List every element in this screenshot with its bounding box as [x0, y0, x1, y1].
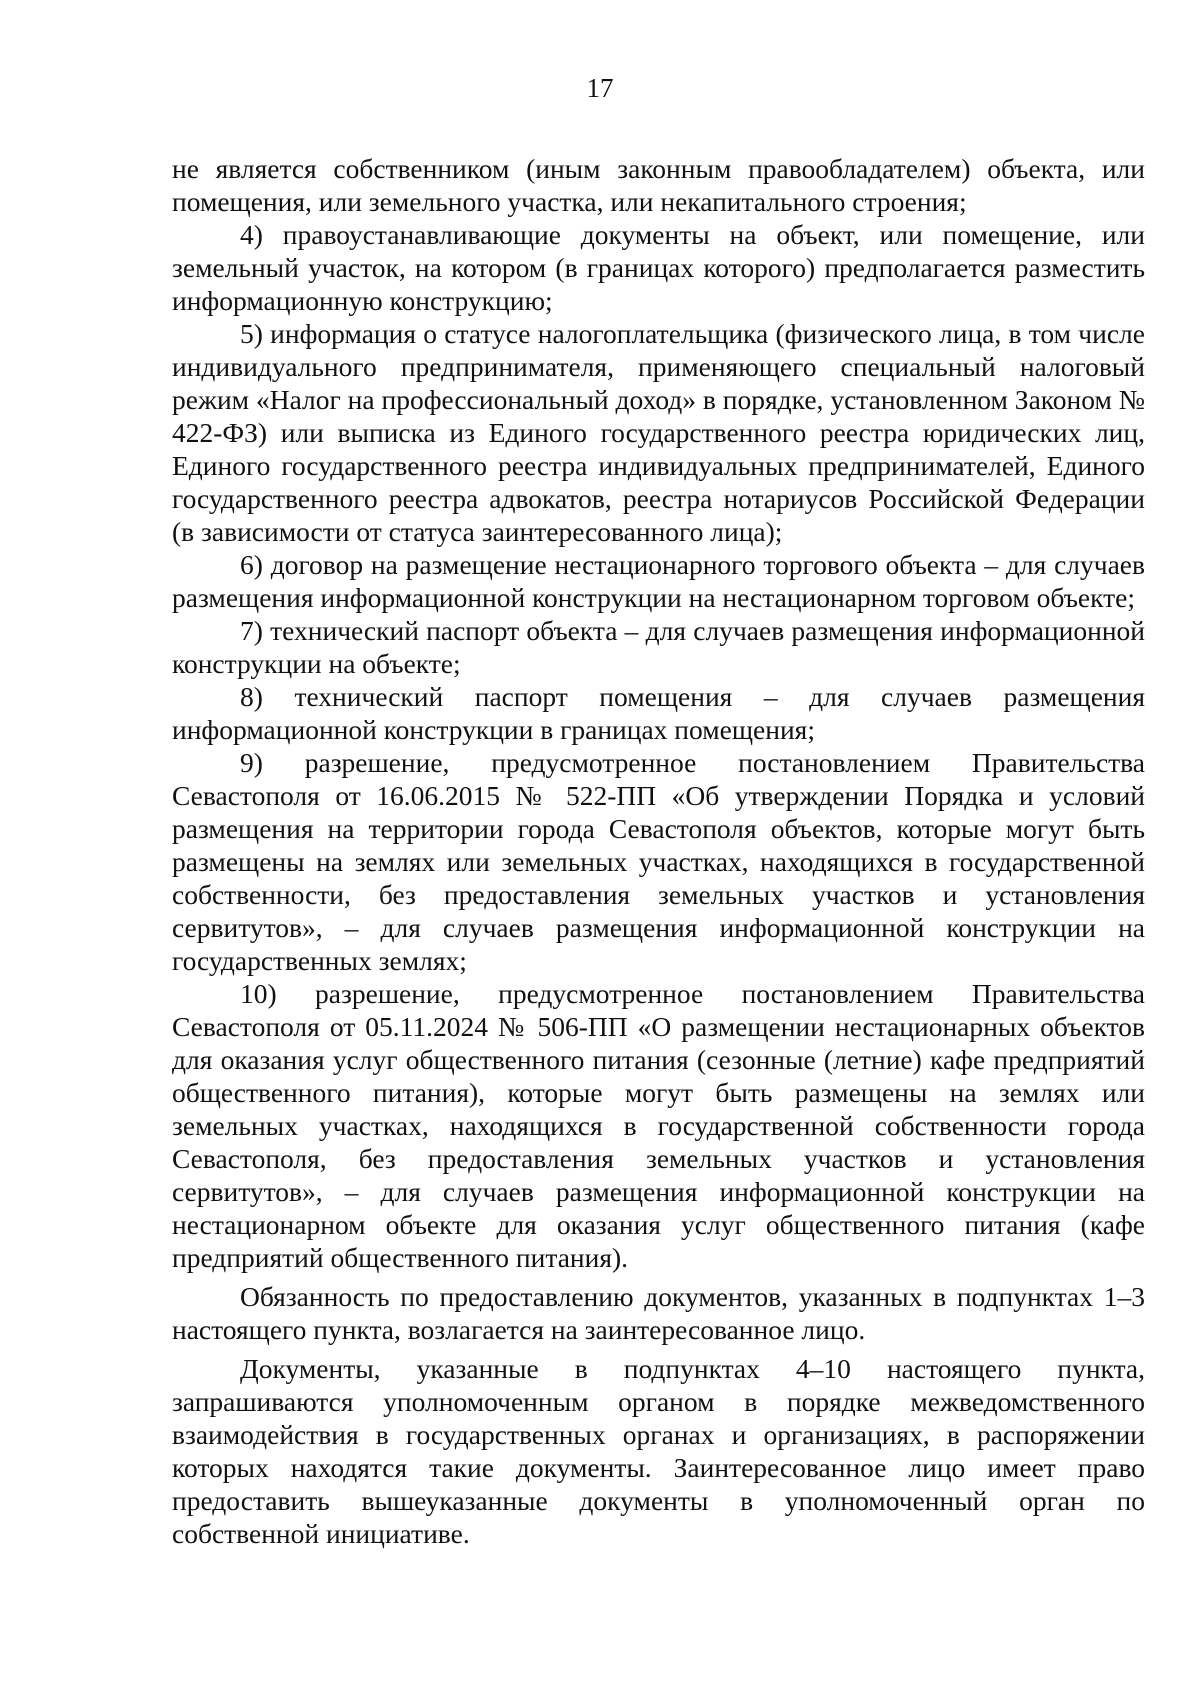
list-item-5: 5) информация о статусе налогоплательщика (физического лица, в том числе индивидуального предпринимателя, применяющего специальный налоговый режим «Налог на профессиональный доход» в порядке, установленном Законом № 422-ФЗ) или выписка из Единого государственного реестра юридических лиц, Единого государственного реестра индивидуальных предпринимателей, Единого государственного реестра адвокатов, реестра нотариусов Российской Федерации (в зависимости от статуса заинтересованного лица); [172, 318, 1145, 547]
list-item-4: 4) правоустанавливающие документы на объект, или помещение, или земельный участок, на котором (в границах которого) предполагается разместить информационную конструкцию; [172, 219, 1145, 316]
list-item-10: 10) разрешение, предусмотренное постановлением Правительства Севастополя от 05.11.2024 № 506-ПП «О размещении нестационарных объектов для оказания услуг общественного питания (сезонные (летние) кафе предприятий общественного питания), которые могут быть размещены на землях или земельных участках, находящихся в государственной собственности города Севастополя, без предоставления земельных участков и установления сервитутов», – для случаев размещения информационной конструкции на нестационарном объекте для оказания услуг общественного питания (кафе предприятий общественного питания). [172, 978, 1145, 1273]
list-item-9: 9) разрешение, предусмотренное постановлением Правительства Севастополя от 16.06.2015 № 522-ПП «Об утверждении Порядка и условий размещения на территории города Севастополя объектов, которые могут быть размещены на землях или земельных участках, находящихся в государственной собственности, без предоставления земельных участков и установления сервитутов», – для случаев размещения информационной конструкции на государственных землях; [172, 747, 1145, 976]
document-body [172, 152, 1145, 1550]
page-number: 17 [586, 73, 614, 103]
paragraph-documents-request: Документы, указанные в подпунктах 4–10 настоящего пункта, запрашиваются уполномоченным органом в порядке межведомственного взаимодействия в государственных органах и организациях, в распоряжении которых находятся такие документы. Заинтересованное лицо имеет право предоставить вышеуказанные документы в уполномоченный орган по собственной инициативе. [172, 1353, 1145, 1549]
paragraph-obligation: Обязанность по предоставлению документов, указанных в подпунктах 1–3 настоящего пункта, возлагается на заинтересованное лицо. [172, 1281, 1145, 1345]
list-item-6: 6) договор на размещение нестационарного торгового объекта – для случаев размещения информационной конструкции на нестационарном торговом объекте; [172, 549, 1145, 613]
list-item-7: 7) технический паспорт объекта – для случаев размещения информационной конструкции на объекте; [172, 615, 1145, 679]
list-item-8: 8) технический паспорт помещения – для случаев размещения информационной конструкции в границах помещения; [172, 681, 1145, 745]
paragraph-continuation: не является собственником (иным законным правообладателем) объекта, или помещения, или земельного участка, или некапитального строения; [172, 153, 1145, 217]
